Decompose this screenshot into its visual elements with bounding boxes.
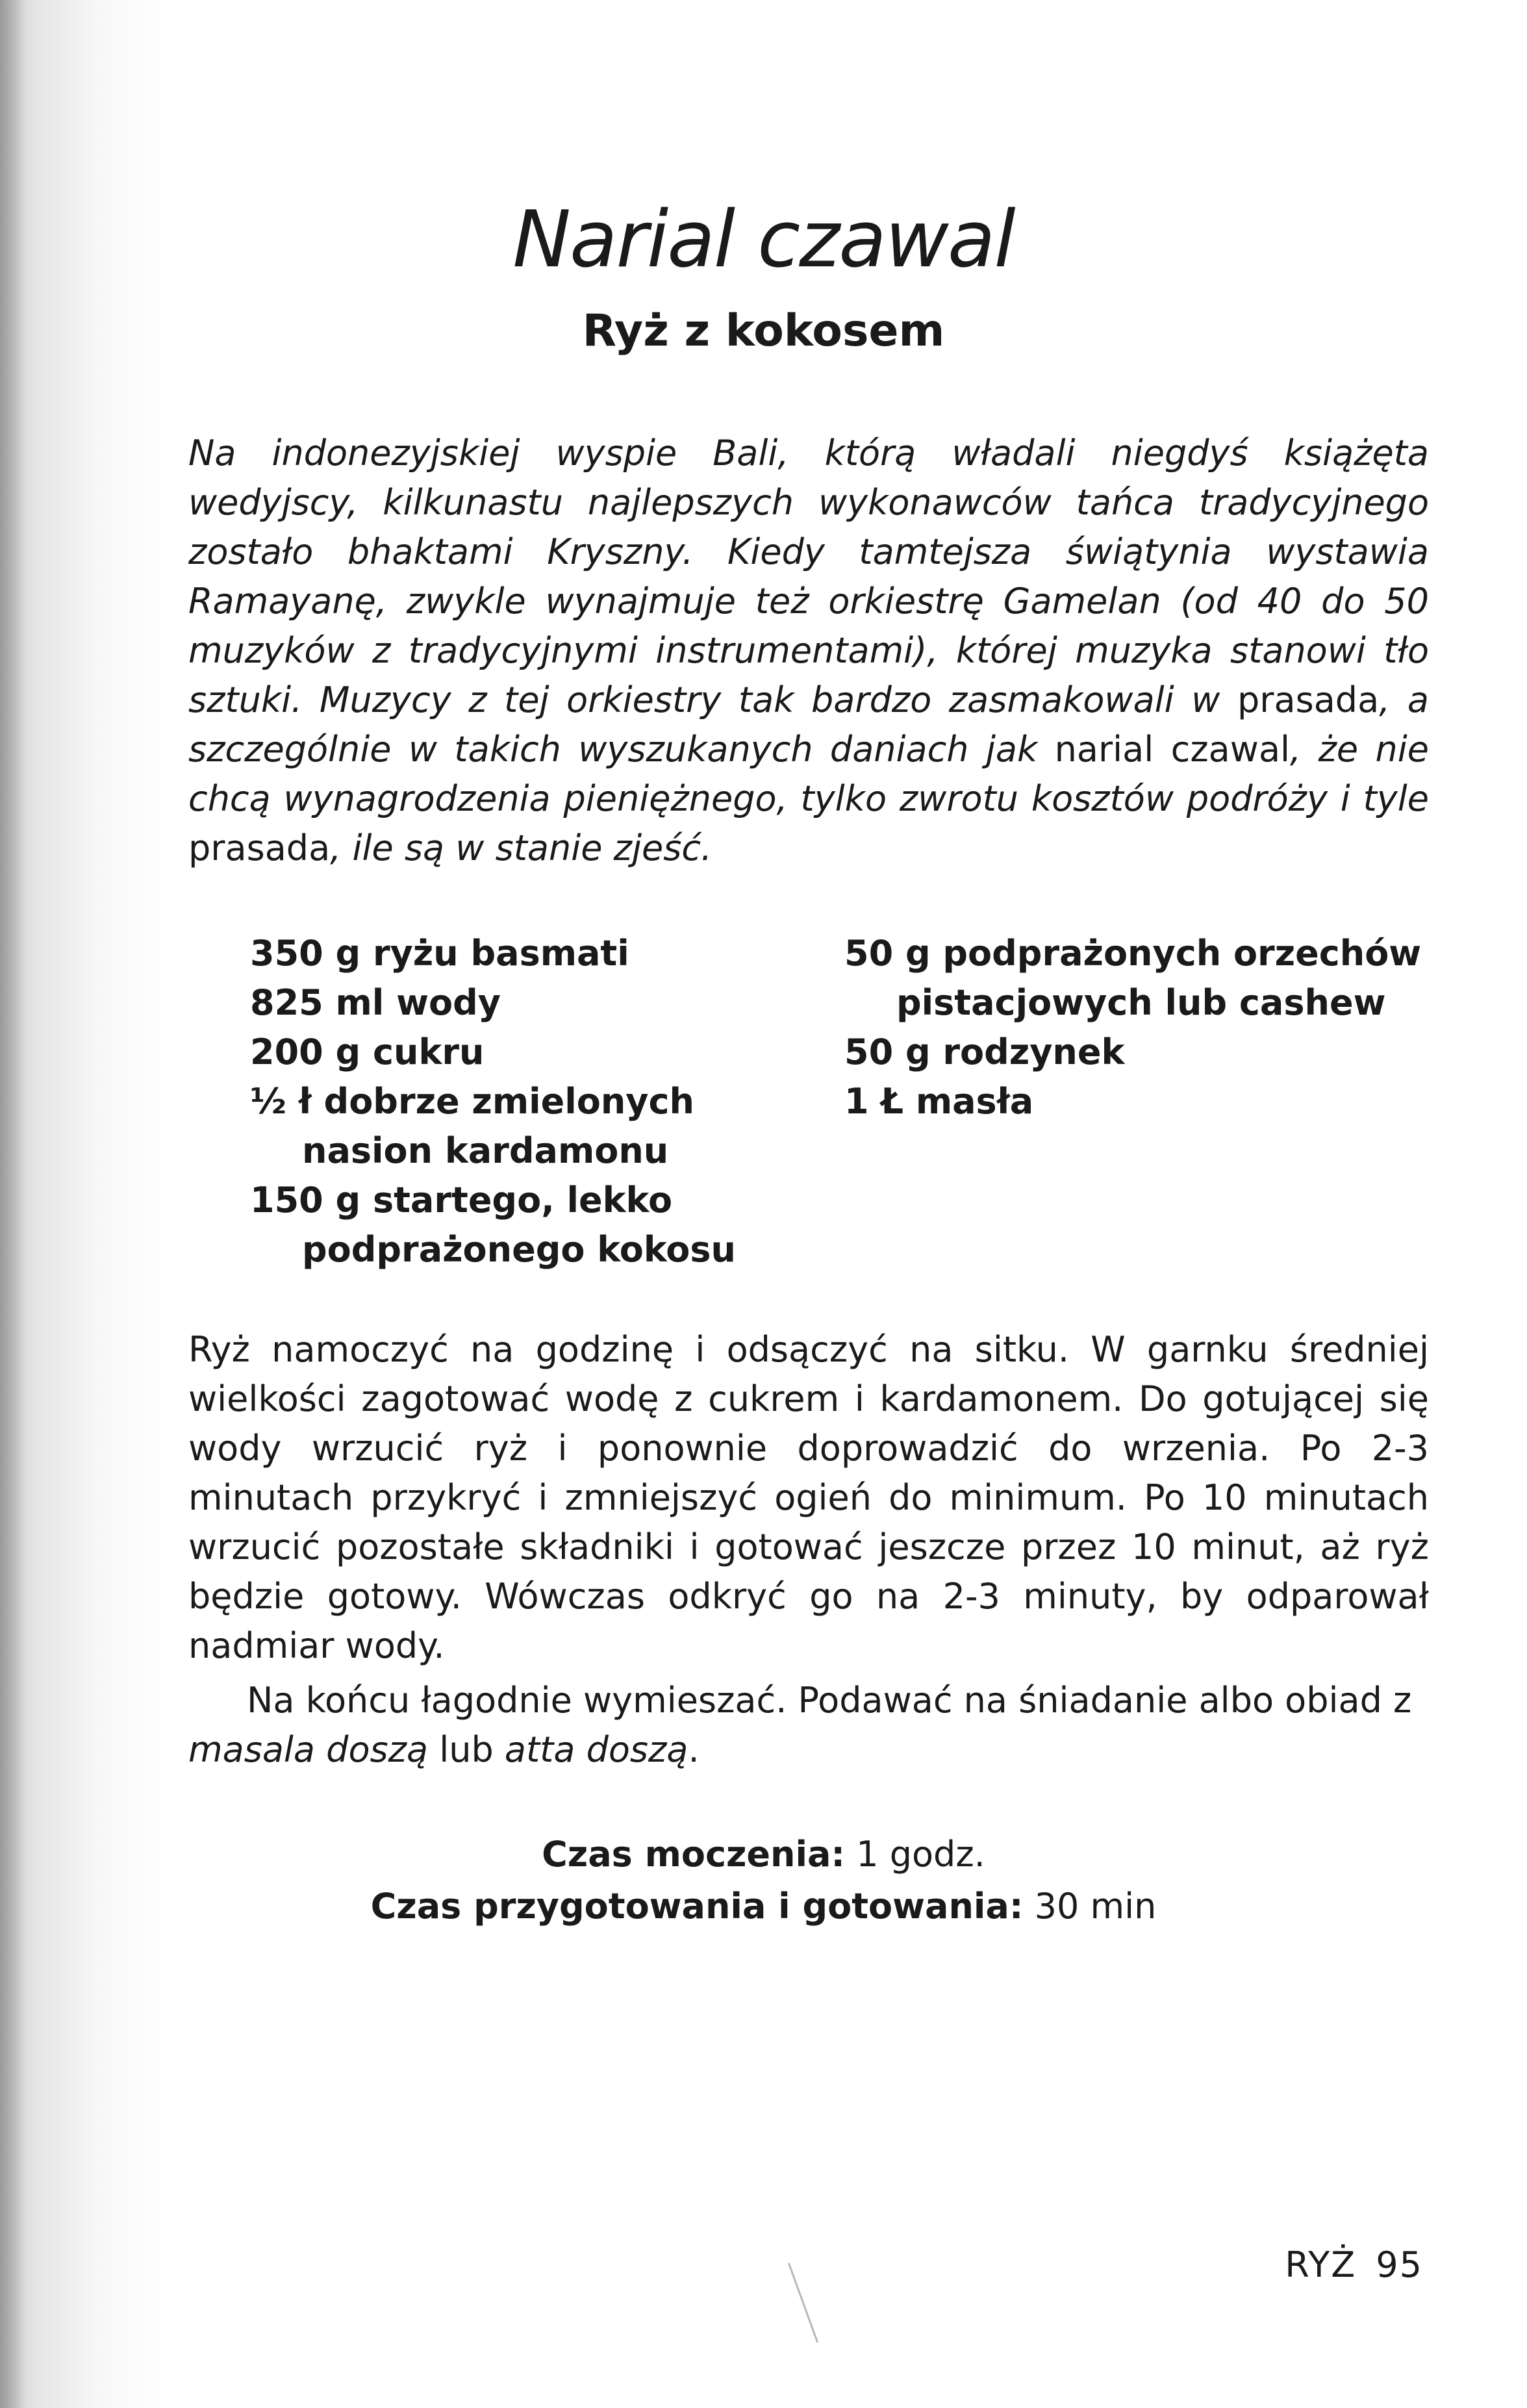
intro-paragraph xyxy=(188,429,1429,873)
page-number: 95 xyxy=(1376,2244,1423,2285)
spine-shadow xyxy=(0,0,26,2408)
ingredient-item: 200 g cukru xyxy=(250,1032,485,1072)
ingredient-item: 1 Ł masła xyxy=(844,1081,1034,1122)
soak-time-row xyxy=(0,1829,1527,1881)
recipe-subtitle: Ryż z kokosem xyxy=(582,305,945,357)
prep-time-label: Czas przygotowania i gotowania: xyxy=(370,1886,1024,1927)
intro-word-prasada: prasada xyxy=(188,828,331,868)
ingredient-item: 350 g ryżu basmati xyxy=(250,933,629,974)
serving-text-3: . xyxy=(688,1729,700,1770)
ingredients-list-left xyxy=(250,929,770,1274)
ingredient-item: ½ ł dobrze zmielonych nasion kardamonu xyxy=(250,1081,694,1171)
recipe-title: Narial czawal xyxy=(512,195,1015,285)
running-section-title: RYŻ xyxy=(1285,2244,1357,2285)
prep-time-value: 30 min xyxy=(1034,1886,1157,1927)
serving-dish-atta: atta doszą xyxy=(504,1729,688,1770)
soak-time-label: Czas moczenia: xyxy=(542,1834,846,1875)
method-paragraph: Ryż namoczyć na godzinę i odsączyć na sitku. W garnku średniej wielkości zagotować wodę z cukrem i kardamonem. Do gotującej się wody wrzucić ryż i ponownie doprowadzić do wrzenia. Po 2-3 minutach przykryć i zmniejszyć ogień do minimum. Po 10 minutach wrzucić pozostałe składniki i gotować jeszcze przez 10 minut, aż ryż będzie gotowy. Wówczas odkryć go na 2-3 minuty, by odparował nadmiar wody. xyxy=(188,1329,1429,1666)
page-footer xyxy=(1265,2244,1423,2285)
intro-text-4: , ile są w stanie zjeść. xyxy=(330,828,713,868)
ingredients-list-right xyxy=(844,929,1429,1126)
soak-time-value: 1 godz. xyxy=(856,1834,985,1875)
serving-text-1: Na końcu łagodnie wymieszać. Podawać na śniadanie albo obiad z xyxy=(247,1680,1412,1721)
intro-text-3: , że nie chcą wynagrodzenia pieniężnego, tylko zwrotu kosztów podróży i tyle xyxy=(188,729,1429,819)
serving-paragraph xyxy=(188,1676,1429,1775)
intro-text-2: , a szczególnie w takich wyszukanych daniach jak xyxy=(188,679,1430,770)
prep-time-row xyxy=(0,1881,1527,1933)
serving-dish-masala: masala doszą xyxy=(188,1729,429,1770)
timing-block xyxy=(0,1829,1527,1933)
ingredient-item: 150 g startego, lekko podprażonego kokosu xyxy=(250,1180,736,1270)
intro-text-1: Na indonezyjskiej wyspie Bali, którą władali niegdyś książęta wedyjscy, kilkunastu najlepszych wykonawców tańca tradycyjnego zostało bhaktami Kryszny. Kiedy tamtejsza świątynia wystawia Ramayanę, zwykle wynajmuje też orkiestrę Gamelan (od 40 do 50 muzyków z tradycyjnymi instrumentami), której muzyka stanowi tło sztuki. Muzycy z tej orkiestry tak bardzo zasmakowali w xyxy=(188,433,1429,720)
ingredient-item: 50 g rodzynek xyxy=(844,1032,1125,1072)
intro-word-prasada: prasada xyxy=(1237,679,1380,720)
intro-word-narial: narial czawal xyxy=(1054,729,1291,770)
ingredient-item: 50 g podprażonych orzechów pistacjowych lub cashew xyxy=(844,933,1422,1023)
serving-text-2: lub xyxy=(428,1729,505,1770)
ingredient-item: 825 ml wody xyxy=(250,982,501,1023)
scan-artifact-line xyxy=(788,2262,818,2342)
